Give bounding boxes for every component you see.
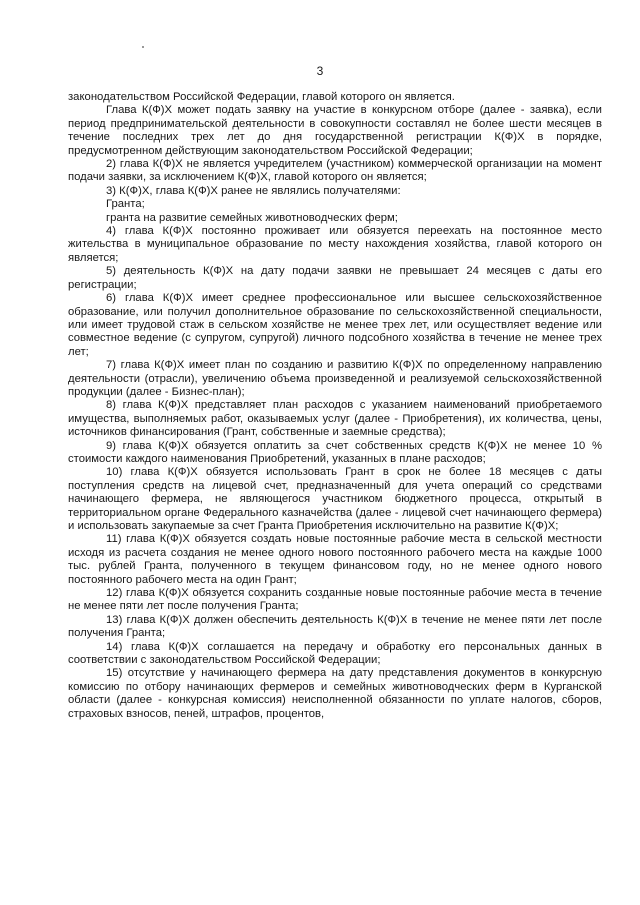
paragraph-item-3-grant: Гранта; <box>106 198 145 211</box>
paragraph-item-4: 4) глава К(Ф)Х постоянно проживает или обязуется переехать на постоянное место жительства в муниципальное образование по месту нахождения хозяйства, главой которого он является; <box>68 225 602 264</box>
paragraph-item-15: 15) отсутствие у начинающего фермера на дату представления документов в конкурсную комиссию по отбору начинающих фермеров и семейных животноводческих ферм в Курганской области (далее - конкурсная комиссия) неисполненной обязанности по уплате налогов, сборов, страховых взносов, пеней, штрафов, процентов, <box>68 667 602 720</box>
paragraph-item-3-family-farm-grant: гранта на развитие семейных животноводческих ферм; <box>106 211 398 224</box>
paragraph-item-6: 6) глава К(Ф)Х имеет среднее профессиональное или высшее сельскохозяйственное образование, или получил дополнительное образование по сельскохозяйственной специальности, или имеет трудовой стаж в сельском хозяйстве не менее трех лет, или осуществляет ведение или совместное ведение (с супругом, супругой) личного подсобного хозяйства в течение не менее трех лет; <box>68 292 602 358</box>
paragraph-item-5: 5) деятельность К(Ф)Х на дату подачи заявки не превышает 24 месяцев с даты его регистрации; <box>68 265 602 291</box>
paragraph-item-13: 13) глава К(Ф)Х должен обеспечить деятельность К(Ф)Х в течение не менее пяти лет после получения Гранта; <box>68 613 602 640</box>
paragraph-item-7: 7) глава К(Ф)Х имеет план по созданию и развитию К(Ф)Х по определенному направлению деятельности (отрасли), увеличению объема произведенной и реализуемой сельскохозяйственной продукции (далее - Бизнес-план); <box>68 359 602 398</box>
paragraph-item-11: 11) глава К(Ф)Х обязуется создать новые постоянные рабочие места в сельской местности исходя из расчета создания не менее одного нового постоянного рабочего места на каждые 1000 тыс. рублей Гранта, полученного в текущем финансовом году, но не менее одного нового постоянного рабочего места на один Грант; <box>68 533 602 586</box>
paragraph-1-continued: Глава К(Ф)Х может подать заявку на участие в конкурсном отборе (далее - заявка), если период предпринимательской деятельности в совокупности составлял не более шести месяцев в течение последних трех лет до дня государственной регистрации К(Ф)Х в порядке, предусмотренном действующим законодательством Российской Федерации; <box>68 104 602 157</box>
page-number: 3 <box>316 64 324 78</box>
paragraph-item-14: 14) глава К(Ф)Х соглашается на передачу и обработку его персональных данных в соответствии с законодательством Российской Федерации; <box>68 640 602 667</box>
document-body <box>68 91 602 721</box>
paragraph-item-12: 12) глава К(Ф)Х обязуется сохранить созданные новые постоянные рабочие места в течение не менее пяти лет после получения Гранта; <box>68 587 602 613</box>
scan-speck <box>142 46 144 48</box>
paragraph-item-9: 9) глава К(Ф)Х обязуется оплатить за счет собственных средств К(Ф)Х не менее 10 % стоимости каждого наименования Приобретений, указанных в плане расходов; <box>68 439 602 465</box>
paragraph-item-3: 3) К(Ф)Х, глава К(Ф)Х ранее не являлись получателями: <box>106 184 401 197</box>
paragraph-item-8: 8) глава К(Ф)Х представляет план расходов с указанием наименований приобретаемого имущества, выполняемых работ, оказываемых услуг (далее - Приобретения), их количества, цены, источников финансирования (Грант, собственные и заемные средства); <box>68 399 602 439</box>
paragraph-item-10: 10) глава К(Ф)Х обязуется использовать Грант в срок не более 18 месяцев с даты поступления средств на лицевой счет, предназначенный для учета операций со средствами начинающего фермера, не являющегося участником бюджетного процесса, открытый в территориальном органе Федерального казначейства (далее - лицевой счет начинающего фермера) и использовать закупаемые за счет Гранта Приобретения исключительно на развитие К(Ф)Х; <box>68 466 602 532</box>
paragraph-intro-end: законодательством Российской Федерации, главой которого он является. <box>68 91 455 103</box>
paragraph-item-2: 2) глава К(Ф)Х не является учредителем (участником) коммерческой организации на момент подачи заявки, за исключением К(Ф)Х, главой которого он является; <box>68 158 602 184</box>
